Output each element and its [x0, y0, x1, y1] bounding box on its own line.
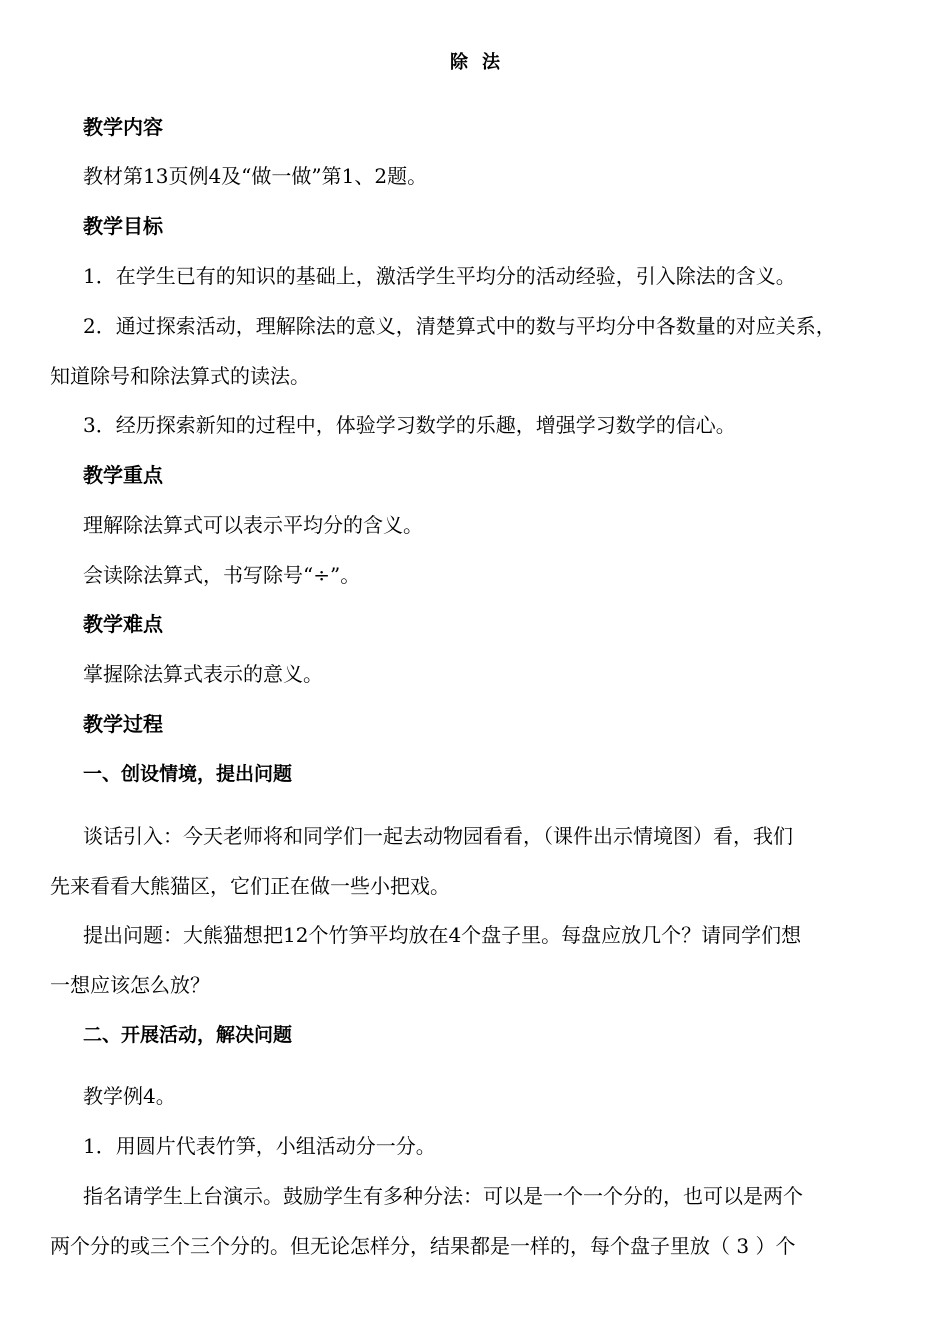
objective-2-line-2: 知道除号和除法算式的读法。 — [50, 364, 310, 388]
intro-line-1: 谈话引入：今天老师将和同学们一起去动物园看看，（课件出示情境图）看，我们 — [83, 824, 793, 848]
question-line-2: 一想应该怎么放？ — [50, 973, 210, 997]
activity-1: 1．用圆片代表竹笋，小组活动分一分。 — [83, 1134, 436, 1158]
objective-2-line-1: 2．通过探索活动，理解除法的意义，清楚算式中的数与平均分中各数量的对应关系， — [83, 314, 836, 338]
paragraph-content: 教材第13页例4及“做一做”第1、2题。 — [83, 164, 428, 188]
difficulty-1: 掌握除法算式表示的意义。 — [83, 662, 323, 686]
heading-content: 教学内容 — [83, 115, 163, 139]
heading-difficulties: 教学难点 — [83, 612, 163, 636]
objective-3: 3．经历探索新知的过程中，体验学习数学的乐趣，增强学习数学的信心。 — [83, 413, 736, 437]
heading-key-points: 教学重点 — [83, 463, 163, 487]
example-4: 教学例4。 — [83, 1084, 176, 1108]
intro-line-2: 先来看看大熊猫区，它们正在做一些小把戏。 — [50, 874, 450, 898]
objective-1: 1．在学生已有的知识的基础上，激活学生平均分的活动经验，引入除法的含义。 — [83, 264, 796, 288]
key-point-1: 理解除法算式可以表示平均分的含义。 — [83, 513, 423, 537]
demo-line-1: 指名请学生上台演示。鼓励学生有多种分法：可以是一个一个分的，也可以是两个 — [83, 1184, 803, 1208]
document-title: 除法 — [450, 52, 514, 73]
heading-process: 教学过程 — [83, 712, 163, 736]
demo-line-2: 两个分的或三个三个分的。但无论怎样分，结果都是一样的，每个盘子里放（ 3 ）个 — [50, 1234, 796, 1258]
section-2-heading: 二、开展活动，解决问题 — [83, 1024, 293, 1046]
section-1-heading: 一、创设情境，提出问题 — [83, 763, 293, 785]
question-line-1: 提出问题：大熊猫想把12个竹笋平均放在4个盘子里。每盘应放几个？请同学们想 — [83, 923, 802, 947]
heading-objectives: 教学目标 — [83, 214, 163, 238]
key-point-2: 会读除法算式，书写除号“÷”。 — [83, 563, 361, 587]
